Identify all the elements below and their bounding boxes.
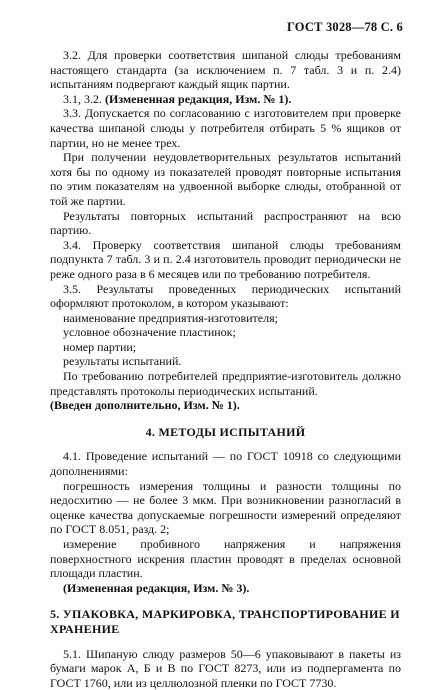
section-heading-5: 5. УПАКОВКА, МАРКИРОВКА, ТРАНСПОРТИРОВАНИЕ И ХРАНЕНИЕ <box>50 607 400 636</box>
paragraph-retest-scope: Результаты повторных испытаний распространяют на всю партию. <box>50 208 401 238</box>
paragraph-3-4: 3.4. Проверку соответствия шипаной слюды требованиям подпункта 7 табл. 3 и п. 2.4 изготовитель проводит периодически не реже одного раза в 6 месяцев или по требованию потребителя. <box>50 237 401 281</box>
paragraph-4-1: 4.1. Проведение испытаний — по ГОСТ 10918 со следующими дополнениями: <box>50 449 401 479</box>
list-item-batch-number: номер партии; <box>63 339 137 354</box>
paragraph-retest: При получении неудовлетворительных результатов испытаний хотя бы по одному из показателей проводят повторные испытания по этим показателям на удвоенной выборке слюды, отобранной от той же партии. <box>50 150 401 208</box>
paragraph-measurement-error: погрешность измерения толщины и разности толщины по недосхитию — не более 3 мкм. При возникновении разногласий в оценке качества допускаемые погрешности измерений определяют по ГОСТ 8.051, разд. 2; <box>50 478 401 537</box>
amendment-label: (Измененная редакция, Изм. № 1). <box>105 91 292 106</box>
paragraph-5-1: 5.1. Шипаную слюду размеров 50—6 упаковывают в пакеты из бумаги марок А, Б и В по ГОСТ 8273, или из подпергамента по ГОСТ 1760, или из целлюлозной пленки по ГОСТ 7730. <box>50 646 401 690</box>
amendment-note-added: (Введен дополнительно, Изм. № 1). <box>50 398 240 413</box>
amendment-ref: 3.1, 3.2. <box>63 91 105 106</box>
paragraph-3-3: 3.3. Допускается по согласованию с изготовителем при проверке качества шипаной слюды у потребителя отбирать 5 % ящиков от партии, но не менее трех. <box>50 106 401 150</box>
amendment-note-3: (Измененная редакция, Изм. № 3). <box>63 580 250 595</box>
amendment-note-3-1-3-2 <box>50 92 401 107</box>
page-header: ГОСТ 3028—78 С. 6 <box>286 20 403 34</box>
paragraph-3-2: 3.2. Для проверки соответствия шипаной слюды требованиям настоящего стандарта (за исключением п. 7 табл. 3 и п. 2.4) испытаниям подвергают каждый ящик партии. <box>50 48 401 92</box>
list-item-manufacturer: наименование предприятия-изготовителя; <box>63 310 278 325</box>
list-item-results: результаты испытаний. <box>63 354 182 369</box>
list-item-designation: условное обозначение пластинок; <box>63 325 236 340</box>
section-heading-4: 4. МЕТОДЫ ИСПЫТАНИЙ <box>145 424 306 439</box>
paragraph-breakdown-voltage: измерение пробивного напряжения и напряжения поверхностного искрения пластин проводят в пределах основной площади пластин. <box>50 537 401 581</box>
paragraph-3-5: 3.5. Результаты проведенных периодических испытаний оформляют протоколом, в котором указывают: <box>50 281 401 311</box>
amendment-text <box>63 92 291 106</box>
paragraph-protocols: По требованию потребителей предприятие-изготовитель должно представлять протоколы периодических испытаний. <box>50 369 401 398</box>
document-body <box>50 48 401 690</box>
